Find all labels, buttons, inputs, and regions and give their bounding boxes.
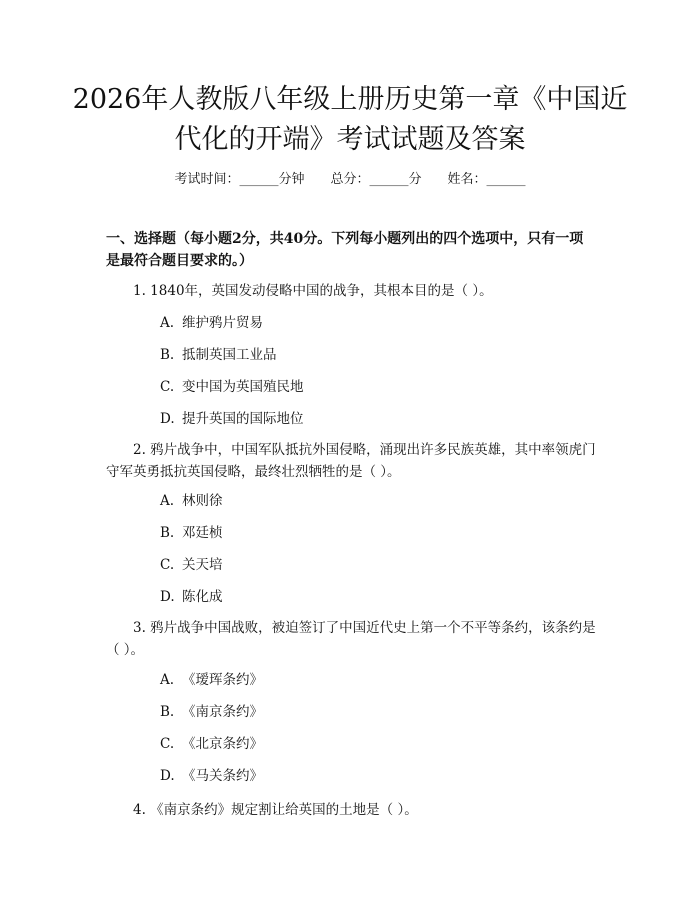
question-3-option-a — [160, 670, 263, 690]
question-4-stem: 4. 《南京条约》规定割让给英国的土地是（ ）。 — [133, 802, 418, 818]
question-2-option-b — [160, 523, 223, 543]
option-letter: D. — [160, 411, 175, 427]
exam-name: 姓名：______ — [447, 172, 526, 187]
question-3-option-d — [160, 766, 263, 786]
option-text: 变中国为英国殖民地 — [182, 379, 304, 395]
option-letter: C. — [160, 736, 175, 752]
question-2-stem: 2. 鸦片战争中，中国军队抵抗外国侵略，涌现出许多民族英雄，其中率领虎门守军英勇抵抗英国侵略，最终壮烈牺牲的是（ ）。 — [106, 442, 596, 480]
question-2-option-a — [160, 491, 223, 511]
document-title: 2026年人教版八年级上册历史第一章《中国近代化的开端》考试试题及答案 — [72, 84, 628, 155]
option-text: 邓廷桢 — [182, 525, 223, 541]
section-heading: 一、选择题（每小题2分，共40分。下列每小题列出的四个选项中，只有一项是最符合题目要求的。） — [106, 231, 584, 269]
option-text: 陈化成 — [182, 589, 223, 605]
exam-total-score: 总分：______分 — [330, 172, 422, 187]
option-text: 《北京条约》 — [182, 736, 263, 752]
option-text: 抵制英国工业品 — [182, 347, 277, 363]
exam-meta — [0, 168, 700, 187]
option-text: 关天培 — [182, 557, 223, 573]
question-3-option-c — [160, 734, 263, 754]
question-1-option-c — [160, 377, 304, 397]
question-2-option-d — [160, 587, 223, 607]
question-3-option-b — [160, 702, 263, 722]
option-letter: D. — [160, 589, 175, 605]
option-text: 《南京条约》 — [182, 704, 263, 720]
option-letter: B. — [160, 525, 175, 541]
question-1-option-d — [160, 409, 304, 429]
option-letter: C. — [160, 557, 175, 573]
option-letter: B. — [160, 347, 175, 363]
question-1-stem: 1. 1840年，英国发动侵略中国的战争，其根本目的是（ ）。 — [133, 283, 493, 299]
option-text: 维护鸦片贸易 — [182, 315, 263, 331]
question-1-option-a — [160, 313, 263, 333]
question-1-option-b — [160, 345, 277, 365]
option-letter: D. — [160, 768, 175, 784]
exam-time: 考试时间：______分钟 — [174, 172, 305, 187]
option-letter: C. — [160, 379, 175, 395]
option-letter: B. — [160, 704, 175, 720]
option-letter: A. — [160, 672, 175, 688]
option-letter: A. — [160, 493, 175, 509]
option-text: 提升英国的国际地位 — [182, 411, 304, 427]
option-text: 《马关条约》 — [182, 768, 263, 784]
option-letter: A. — [160, 315, 175, 331]
question-2-option-c — [160, 555, 223, 575]
option-text: 林则徐 — [182, 493, 223, 509]
option-text: 《瑷珲条约》 — [182, 672, 263, 688]
question-3-stem: 3. 鸦片战争中国战败，被迫签订了中国近代史上第一个不平等条约，该条约是（ ）。 — [106, 620, 596, 658]
